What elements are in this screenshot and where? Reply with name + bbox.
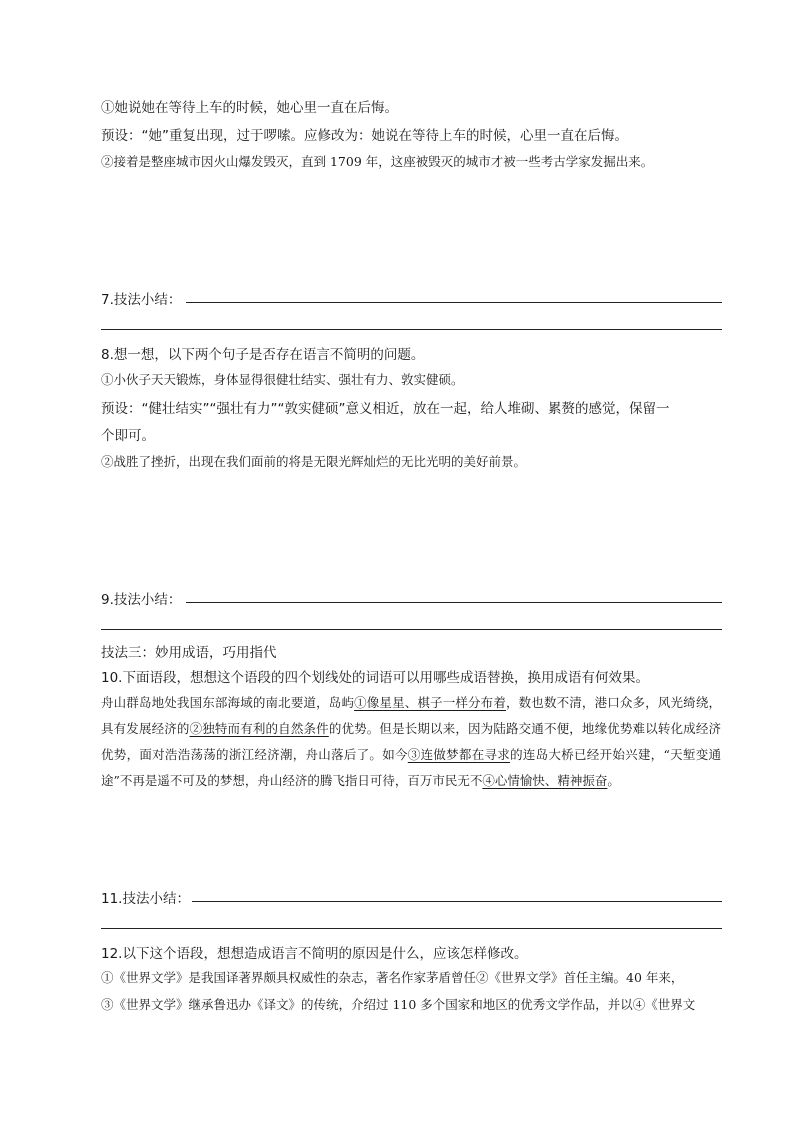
- q7-answer-line-1[interactable]: [186, 302, 722, 303]
- q8-prompt: 8.想一想，以下两个句子是否存在语言不简明的问题。: [101, 347, 425, 363]
- q10-passage: [101, 690, 721, 794]
- q6-sentence-1: ①她说她在等待上车的时候，她心里一直在后悔。: [101, 100, 398, 116]
- q10-text-5: 。: [607, 773, 620, 788]
- q10-underline-4: ④心情愉快、精神振奋: [482, 773, 608, 788]
- q10-underline-3: ③连做梦都在寻求: [407, 747, 511, 762]
- q7-label: 7.技法小结：: [101, 292, 182, 308]
- q9-answer-line-1[interactable]: [186, 602, 722, 603]
- q10-underline-1: ①像星星、棋子一样分布着: [354, 695, 506, 710]
- q10-text-4: 的连岛大桥已经开始兴建，“天堑变通途”不再是遥不可及的梦想，舟山经济的腾飞指日可待，百万市民无不: [101, 747, 721, 788]
- q10-prompt: 10.下面语段，想想这个语段的四个划线处的词语可以用哪些成语替换，换用成语有何效果。: [101, 670, 649, 686]
- q12-passage-line-1: ①《世界文学》是我国译著界颇具权威性的杂志，著名作家茅盾曾任②《世界文学》首任主编。40 年来，: [101, 970, 684, 985]
- q8-preset-line-2: 个即可。: [101, 428, 155, 444]
- q10-text-1: 舟山群岛地处我国东部海域的南北要道，岛屿: [101, 695, 355, 710]
- q8-preset-line-1: 预设：“健壮结实”“强壮有力”“敦实健硕”意义相近，放在一起，给人堆砌、累赘的感觉，保留一: [101, 401, 670, 417]
- q6-sentence-2: ②接着是整座城市因火山爆发毁灭，直到 1709 年，这座被毁灭的城市才被一些考古学家发掘出来。: [101, 154, 654, 169]
- q11-answer-line-1[interactable]: [192, 901, 722, 902]
- q12-prompt: 12.以下这个语段，想想造成语言不简明的原因是什么，应该怎样修改。: [101, 946, 528, 962]
- technique3-title: 技法三：妙用成语，巧用指代: [101, 645, 277, 661]
- q9-answer-line-2[interactable]: [101, 629, 722, 630]
- q6-preset: 预设：“她”重复出现，过于啰嗦。应修改为：她说在等待上车的时候，心里一直在后悔。: [101, 128, 628, 144]
- q12-passage-line-2: ③《世界文学》继承鲁迅办《译文》的传统，介绍过 110 多个国家和地区的优秀文学作品，并以④《世界文: [101, 997, 696, 1012]
- q10-text-2: ，数也数不清，港口众多，风光绮绕，具有发展经济的: [101, 695, 721, 736]
- q7-answer-line-2[interactable]: [101, 329, 722, 330]
- q10-text-3: 的优势。但是长期以来，因为陆路交通不便，地缘优势难以转化成经济优势，面对浩浩荡荡的浙江经济潮，舟山落后了。如今: [101, 721, 721, 762]
- q11-answer-line-2[interactable]: [101, 928, 722, 929]
- q10-underline-2: ②独特而有利的自然条件: [189, 721, 329, 736]
- q11-label: 11.技法小结：: [101, 891, 190, 907]
- q8-sentence-1: ①小伙子天天锻炼，身体显得很健壮结实、强壮有力、敦实健硕。: [101, 372, 464, 387]
- q9-label: 9.技法小结：: [101, 592, 182, 608]
- q8-sentence-2: ②战胜了挫折，出现在我们面前的将是无限光辉灿烂的无比光明的美好前景。: [101, 454, 527, 469]
